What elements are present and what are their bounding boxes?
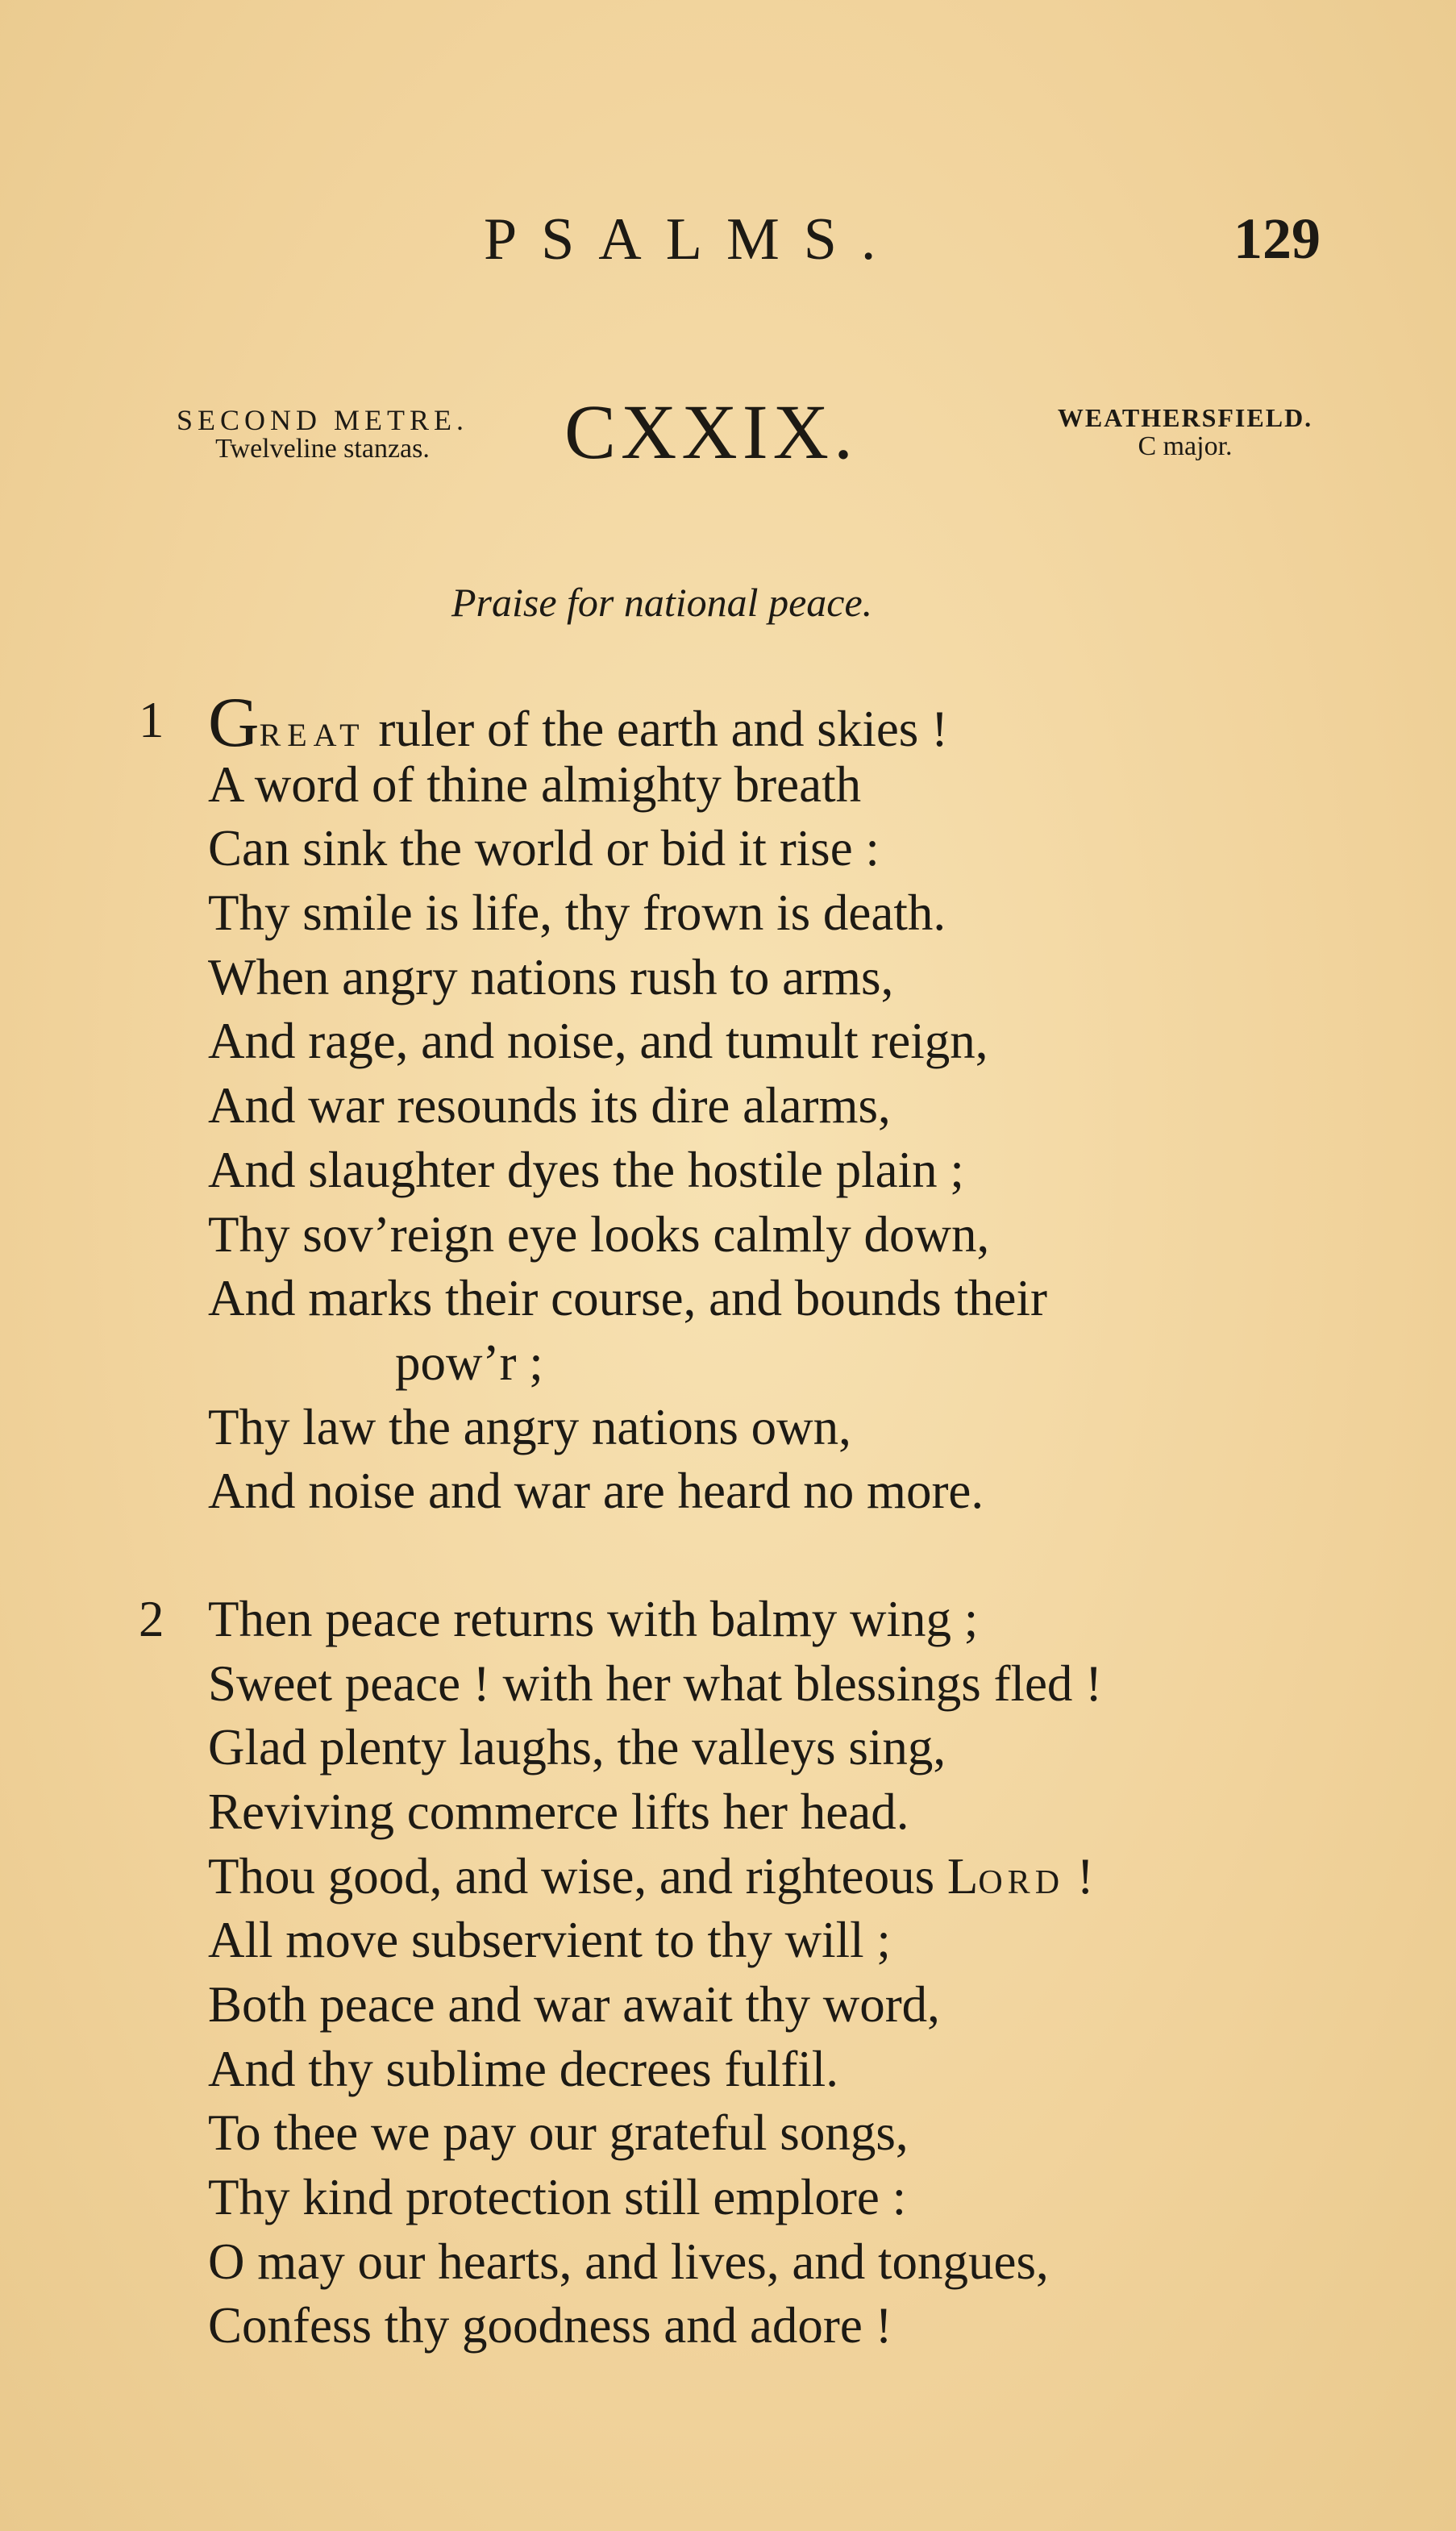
stanza-form-label: Twelveline stanzas.: [215, 434, 430, 464]
tune-key: C major.: [1138, 431, 1233, 461]
verse-line: When angry nations rush to arms,: [208, 949, 894, 1005]
verse-line: To thee we pay our grateful songs,: [208, 2104, 909, 2161]
verse-line: Both peace and war await thy word,: [208, 1976, 940, 2033]
drop-cap: G: [208, 684, 260, 762]
verse-line: And thy sublime decrees fulfil.: [208, 2041, 839, 2097]
metre-label: SECOND METRE.: [176, 404, 468, 436]
verse-line: [208, 684, 949, 762]
lord-punctuation: !: [1064, 1848, 1094, 1904]
verse-line: All move subservient to thy will ;: [208, 1912, 891, 1968]
verse-line: Thy kind protection still emplore :: [208, 2169, 907, 2225]
verse-line: And war resounds its dire alarms,: [208, 1077, 891, 1134]
verse-line: O may our hearts, and lives, and tongues,: [208, 2233, 1049, 2290]
metre-heading: [129, 403, 516, 464]
verse-line-continuation: pow’r ;: [395, 1334, 543, 1391]
verse-line: A word of thine almighty breath: [208, 756, 862, 813]
stanza-number: 2: [139, 1591, 164, 1647]
verse-line: Confess thy goodness and adore !: [208, 2297, 892, 2354]
psalm-number: CXXIX.: [564, 389, 858, 475]
verse-line: And noise and war are heard no more.: [208, 1463, 984, 1519]
verse-line-text: ruler of the earth and skies !: [378, 701, 949, 757]
verse-line: Thy law the angry nations own,: [208, 1399, 851, 1455]
psalm-subtitle: Praise for national peace.: [451, 580, 873, 625]
verse-line: And slaughter dyes the hostile plain ;: [208, 1142, 964, 1198]
verse-line: And marks their course, and bounds their: [208, 1270, 1048, 1326]
running-head: [0, 206, 1456, 278]
tune-name: WEATHERSFIELD.: [1057, 403, 1313, 432]
verse-line-text: Thou good, and wise, and righteous: [208, 1848, 935, 1904]
page-number: 129: [1233, 206, 1321, 271]
verse-line: Can sink the world or bid it rise :: [208, 820, 880, 876]
verse-line: Sweet peace ! with her what blessings fled !: [208, 1655, 1103, 1712]
verse-line: Then peace returns with balmy wing ;: [208, 1591, 979, 1647]
verse-line: [208, 1848, 1094, 1904]
running-head-title: PSALMS.: [484, 206, 901, 273]
verse-line: Thy sov’reign eye looks calmly down,: [208, 1206, 990, 1263]
lord-smallcaps: ORD: [978, 1864, 1065, 1901]
verse-line: Reviving commerce lifts her head.: [208, 1784, 909, 1840]
verse-line: Glad plenty laughs, the valleys sing,: [208, 1719, 946, 1775]
verse-line: And rage, and noise, and tumult reign,: [208, 1013, 988, 1069]
first-word-smallcaps: REAT: [259, 717, 366, 753]
tune-heading: [1008, 403, 1362, 462]
verse-line: Thy smile is life, thy frown is death.: [208, 885, 946, 941]
stanza-number: 1: [139, 692, 164, 748]
lord-initial: L: [946, 1848, 979, 1904]
